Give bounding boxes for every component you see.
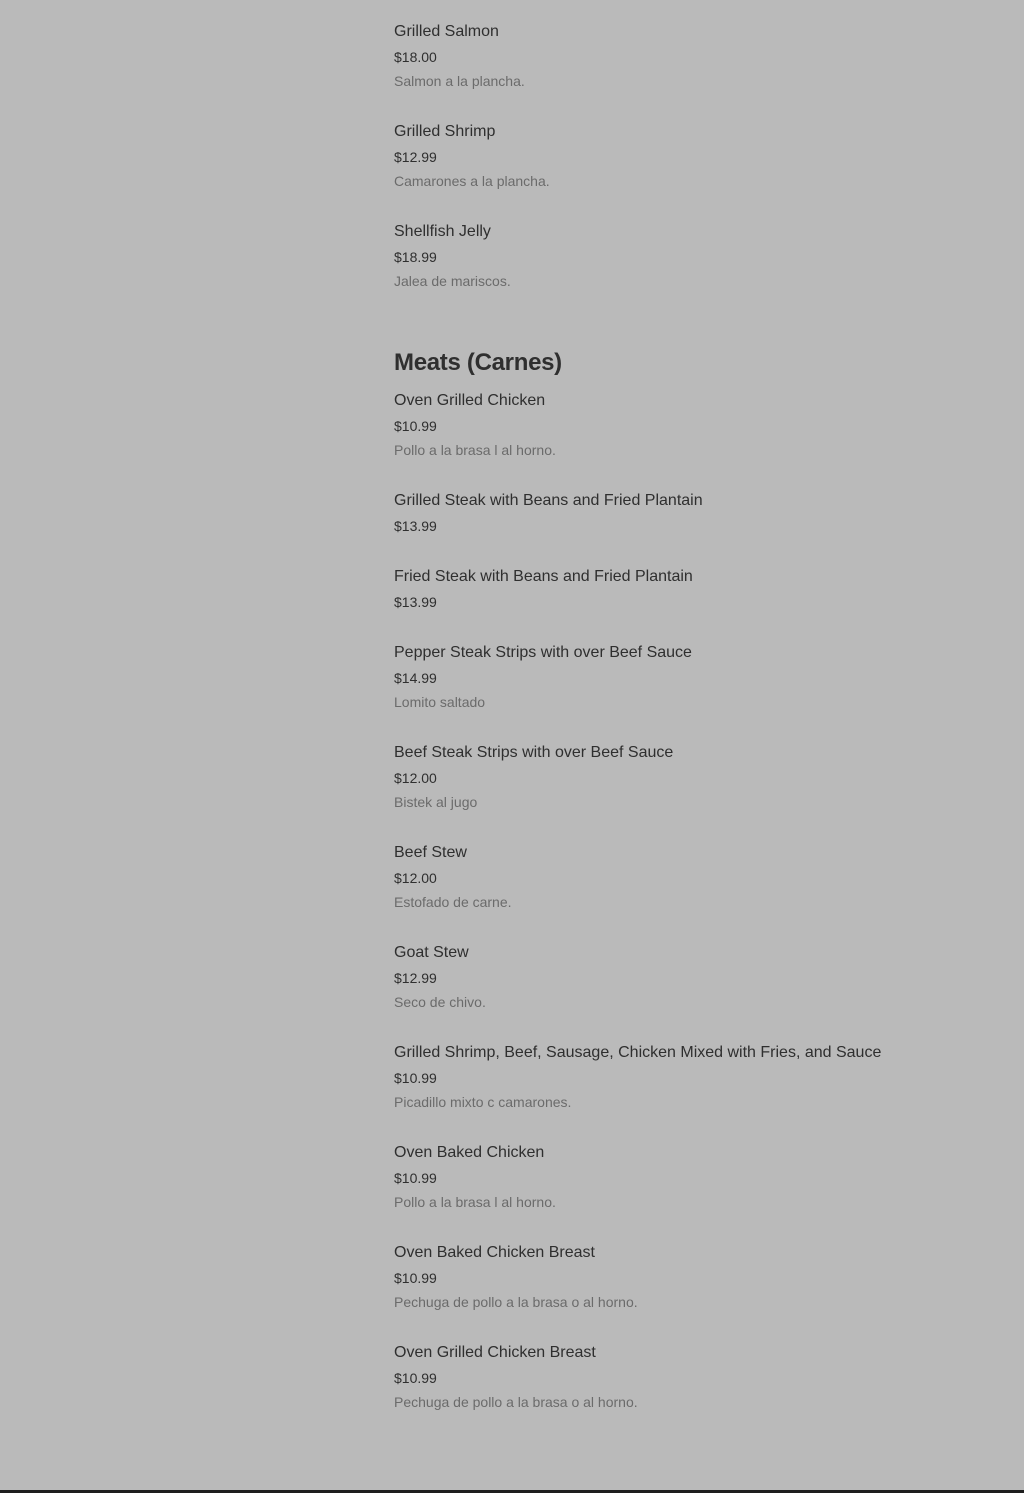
menu-item-price: $12.99 bbox=[394, 970, 437, 986]
menu-item-description: Pechuga de pollo a la brasa o al horno. bbox=[394, 1294, 638, 1310]
menu-item-price: $14.99 bbox=[394, 670, 437, 686]
menu-item-name: Pepper Steak Strips with over Beef Sauce bbox=[394, 644, 692, 661]
menu-item-description: Bistek al jugo bbox=[394, 794, 478, 810]
menu-item-name: Grilled Shrimp bbox=[394, 123, 496, 140]
menu-item-name: Oven Baked Chicken Breast bbox=[394, 1244, 595, 1261]
menu-item-name: Oven Grilled Chicken Breast bbox=[394, 1344, 596, 1361]
menu-item[interactable] bbox=[394, 565, 994, 614]
menu-item[interactable] bbox=[394, 741, 994, 814]
menu-item[interactable] bbox=[394, 1041, 994, 1114]
menu-item[interactable] bbox=[394, 20, 994, 93]
menu-item-price: $12.00 bbox=[394, 770, 437, 786]
menu-item-price: $18.00 bbox=[394, 49, 437, 65]
menu-item[interactable] bbox=[394, 1241, 994, 1314]
menu-item-description: Camarones a la plancha. bbox=[394, 173, 550, 189]
menu-item[interactable] bbox=[394, 489, 994, 538]
menu-item[interactable] bbox=[394, 389, 994, 462]
menu-item[interactable] bbox=[394, 941, 994, 1014]
menu-item-description: Picadillo mixto c camarones. bbox=[394, 1094, 572, 1110]
menu-item-price: $10.99 bbox=[394, 1370, 437, 1386]
menu-item-name: Goat Stew bbox=[394, 944, 469, 961]
menu-item-name: Beef Steak Strips with over Beef Sauce bbox=[394, 744, 674, 761]
menu-item[interactable] bbox=[394, 220, 994, 293]
menu-item-description: Jalea de mariscos. bbox=[394, 273, 511, 289]
menu-item-price: $18.99 bbox=[394, 249, 437, 265]
menu-item-description: Salmon a la plancha. bbox=[394, 73, 525, 89]
menu-item-description: Lomito saltado bbox=[394, 694, 486, 710]
menu-item-price: $13.99 bbox=[394, 518, 437, 534]
menu-item[interactable] bbox=[394, 1341, 994, 1414]
menu-item-description: Pollo a la brasa l al horno. bbox=[394, 1194, 556, 1210]
menu-item[interactable] bbox=[394, 841, 994, 914]
menu-item-price: $12.00 bbox=[394, 870, 437, 886]
menu-item-price: $10.99 bbox=[394, 1270, 437, 1286]
menu-item-name: Shellfish Jelly bbox=[394, 223, 491, 240]
menu-item[interactable] bbox=[394, 120, 994, 193]
menu-item-name: Grilled Salmon bbox=[394, 23, 499, 40]
menu-item-name: Oven Grilled Chicken bbox=[394, 392, 546, 409]
menu-item-description: Seco de chivo. bbox=[394, 994, 486, 1010]
menu-item-name: Fried Steak with Beans and Fried Plantain bbox=[394, 568, 693, 585]
menu-item-price: $13.99 bbox=[394, 594, 437, 610]
menu-item[interactable] bbox=[394, 641, 994, 714]
menu-item-description: Pollo a la brasa l al horno. bbox=[394, 442, 556, 458]
menu-item[interactable] bbox=[394, 1141, 994, 1214]
menu-item-name: Grilled Shrimp, Beef, Sausage, Chicken Mixed with Fries, and Sauce bbox=[394, 1044, 882, 1061]
menu-item-name: Grilled Steak with Beans and Fried Plantain bbox=[394, 492, 703, 509]
menu-item-price: $10.99 bbox=[394, 1070, 437, 1086]
section-title: Meats (Carnes) bbox=[394, 349, 562, 376]
menu-item-price: $10.99 bbox=[394, 418, 437, 434]
menu-item-price: $10.99 bbox=[394, 1170, 437, 1186]
menu-list bbox=[394, 20, 994, 1414]
menu-item-name: Beef Stew bbox=[394, 844, 467, 861]
menu-item-description: Estofado de carne. bbox=[394, 894, 512, 910]
menu-item-price: $12.99 bbox=[394, 149, 437, 165]
menu-item-description: Pechuga de pollo a la brasa o al horno. bbox=[394, 1394, 638, 1410]
menu-item-name: Oven Baked Chicken bbox=[394, 1144, 545, 1161]
